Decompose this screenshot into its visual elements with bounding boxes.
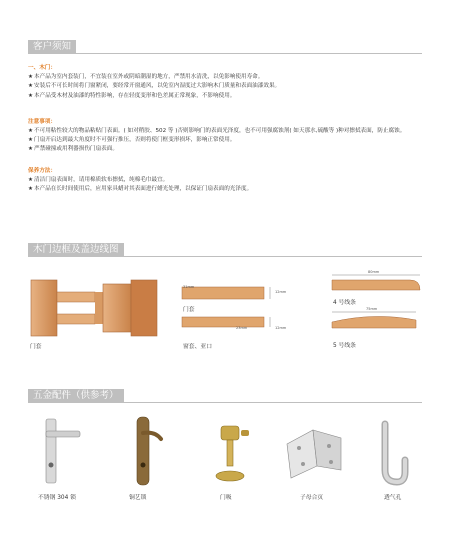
door-frame-diagram [28,278,163,338]
group-title-door: 一、木门： [28,65,56,71]
frame-section-title: 木门边框及盖边线图 [28,243,124,257]
notice-item: ★ 不可用粘性较大的物品粘贴门表面。( 如对稍胶、502 等 )否则影响门的表面光泽度，也不可用强腐蚀剂( 如天那水,硫酸等 )种对擦拭表面，防止腐蚀。 [28,127,428,136]
hardware-section-title: 五金配件（供参考） [28,389,124,403]
notice-section-header [28,40,422,54]
door-stopper-icon [213,422,255,484]
stainless-lock-icon [38,415,82,487]
dim-label: 75mm [366,307,378,311]
hardware-section-header [28,389,422,403]
group-title-caution: 注意事项： [28,118,56,125]
dim-label: 23mm [236,326,248,330]
hinge-icon [283,424,347,480]
divider [28,402,422,403]
notice-section-title: 客户须知 [28,40,76,54]
dim-label: 31mm [183,285,195,289]
hardware-label: 铜艺锁 [129,495,147,501]
dim-label: 80mm [368,270,380,274]
hardware-label: 不锈钢 304 锁 [38,495,76,501]
hardware-label: 门吸 [220,495,232,501]
window-trim-label: 窗套、亚口 [183,344,212,350]
line-profile-diagram [328,272,428,347]
group-title-maintenance: 保养方法： [28,167,56,174]
notice-text-block [28,60,428,194]
notice-item: ★ 本产品为室内套装门，不宜装在室外或阴暗潮湿的地方，严禁用水清洗，以免影响使用寿命。 [28,73,428,82]
dim-label: 12mm [275,326,287,330]
notice-item: ★ 本产品受木材及油漆的特性影响，存在轻度变形和色差属正常现象，不影响使用。 [28,92,428,101]
notice-item: ★ 严禁碰撞或用利器损伤门扇表面。 [28,145,428,154]
line4-label: 4 号线条 [333,300,356,306]
trim-profile-diagram [180,283,290,343]
bronze-lock-icon [125,413,165,489]
line5-label: 5 号线条 [333,343,356,349]
divider [28,256,422,257]
notice-item: ★ 安装后不可长时间将门窗紧闭，要经常开窗通风，以免室内湿度过大影响木门质量和表面油漆效果。 [28,82,428,91]
hardware-label: 透气孔 [384,495,402,501]
notice-item: ★ 门扇开启达到最大角度时不可强行推压，否则将使门框变形损坏，影响正常使用。 [28,136,428,145]
dim-label: 12mm [275,290,287,294]
trim-label: 门套 [183,307,195,313]
frame-section-header [28,243,422,257]
door-frame-label: 门套 [30,344,42,350]
vent-icon [375,420,409,486]
notice-item: ★ 清洁门扇表面时，请用棉质软布擦拭，纯棉毛巾最宜。 [28,176,428,185]
notice-item: ★ 本产品在长时间使用后，应用家具蜡对其表面进行蜡光处理，以保证门扇表面的光泽度。 [28,185,428,194]
hardware-label: 子母合页 [300,495,324,501]
divider [28,53,422,54]
